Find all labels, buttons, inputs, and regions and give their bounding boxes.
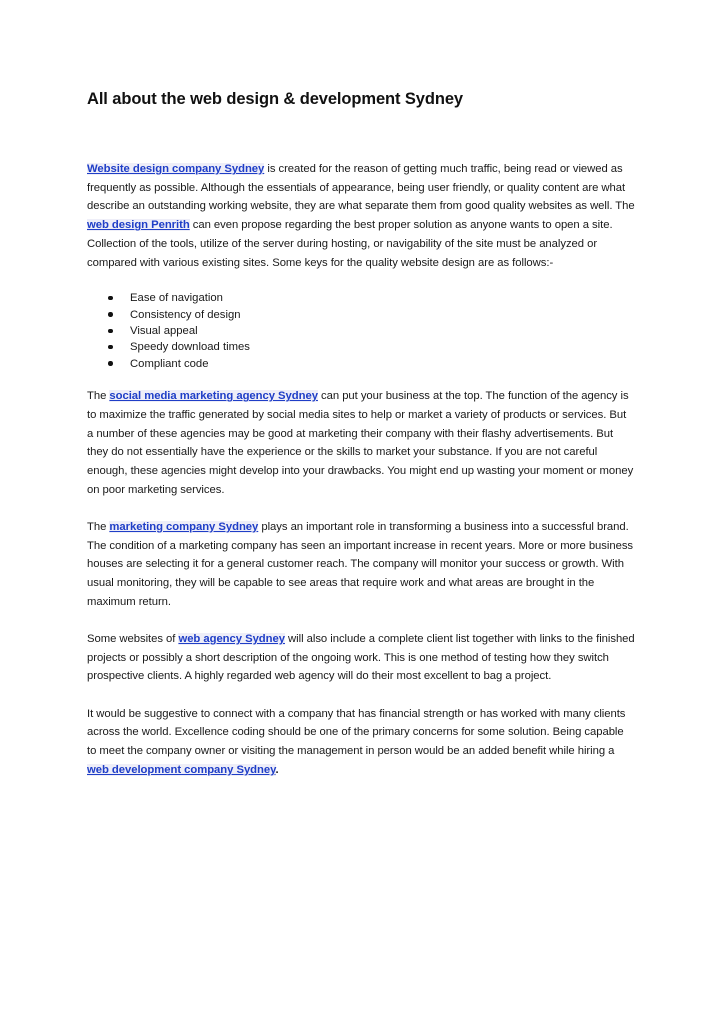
list-item-text: Compliant code	[130, 357, 209, 370]
social-media-paragraph	[87, 387, 635, 499]
bullet-icon	[108, 345, 113, 350]
intro-paragraph	[87, 160, 635, 272]
link-social-media-marketing-agency-sydney[interactable]: social media marketing agency Sydney	[109, 390, 318, 403]
bullet-icon	[108, 329, 113, 334]
list-item-text: Speedy download times	[130, 341, 250, 354]
link-website-design-company-sydney[interactable]: Website design company Sydney	[87, 163, 265, 175]
paragraph-text: The	[87, 390, 110, 403]
link-web-design-penrith[interactable]: web design Penrith	[87, 219, 190, 232]
link-marketing-company-sydney[interactable]: marketing company Sydney	[109, 520, 259, 533]
link-web-agency-sydney[interactable]: web agency Sydney	[178, 632, 285, 645]
bullet-icon	[108, 312, 113, 317]
list-item	[87, 290, 635, 306]
document-page	[87, 88, 635, 779]
bullet-icon	[108, 361, 113, 366]
paragraph-text: will also include a complete client list together with links to the finished projects or possibly a short description of the ongoing work. This is one method of testing how they switch prospective clients. A highly regarded web agency will do their most excellent to bag a project.	[87, 632, 635, 683]
paragraph-text: can put your business at the top. The function of the agency is to maximize the traffic generated by social media sites to help or market a variety of products or services. But a number of these agencies may be good at marketing their company with their flashy advertisements. But they do not essentially have the experience or the skills to market your substance. If you are not careful enough, these agencies might develop into your drawbacks. You might end up wasting your moment or money on poor marketing services.	[87, 390, 634, 496]
list-item-text: Ease of navigation	[130, 292, 223, 305]
list-item	[87, 339, 635, 355]
paragraph-period: .	[275, 763, 279, 776]
link-web-development-company-sydney[interactable]: web development company Sydney	[87, 763, 276, 776]
web-agency-paragraph	[87, 630, 635, 686]
closing-paragraph	[87, 705, 635, 780]
intro-text-2: can even propose regarding the best proper solution as anyone wants to open a site. Collection of the tools, utilize of the server during hosting, or navigability of the site must be analyzed or compared with various existing sites. Some keys for the quality website design are as follows:-	[87, 219, 613, 269]
bullet-icon	[108, 296, 113, 301]
marketing-company-paragraph	[87, 518, 635, 612]
page-title: All about the web design & development Sydney	[87, 90, 463, 108]
paragraph-text: The	[87, 520, 110, 533]
list-item-text: Consistency of design	[130, 308, 241, 321]
paragraph-text: Some websites of	[87, 632, 179, 645]
paragraph-text: plays an important role in transforming a business into a successful brand. The condition of a marketing company has seen an important increase in recent years. More or more business houses are selecting it for a general customer reach. The company will monitor your success or growth. With usual monitoring, they will be capable to see areas that require work and what areas are brought in the maximum return.	[87, 520, 634, 608]
quality-keys-list	[87, 290, 635, 372]
list-item	[87, 323, 635, 339]
list-item	[87, 356, 635, 372]
list-item	[87, 307, 635, 323]
intro-text-1: is created for the reason of getting much traffic, being read or viewed as frequently as possible. Although the essentials of appearance, being user friendly, or quality content are what describe an outstanding working website, they are what separate them from good quality websites as well. The	[87, 163, 635, 213]
list-item-text: Visual appeal	[130, 325, 198, 338]
paragraph-text: It would be suggestive to connect with a company that has financial strength or has worked with many clients across the world. Excellence coding should be one of the primary concerns for some solution. Being capable to meet the company owner or visiting the management in person would be an added benefit while hiring a	[87, 707, 626, 757]
